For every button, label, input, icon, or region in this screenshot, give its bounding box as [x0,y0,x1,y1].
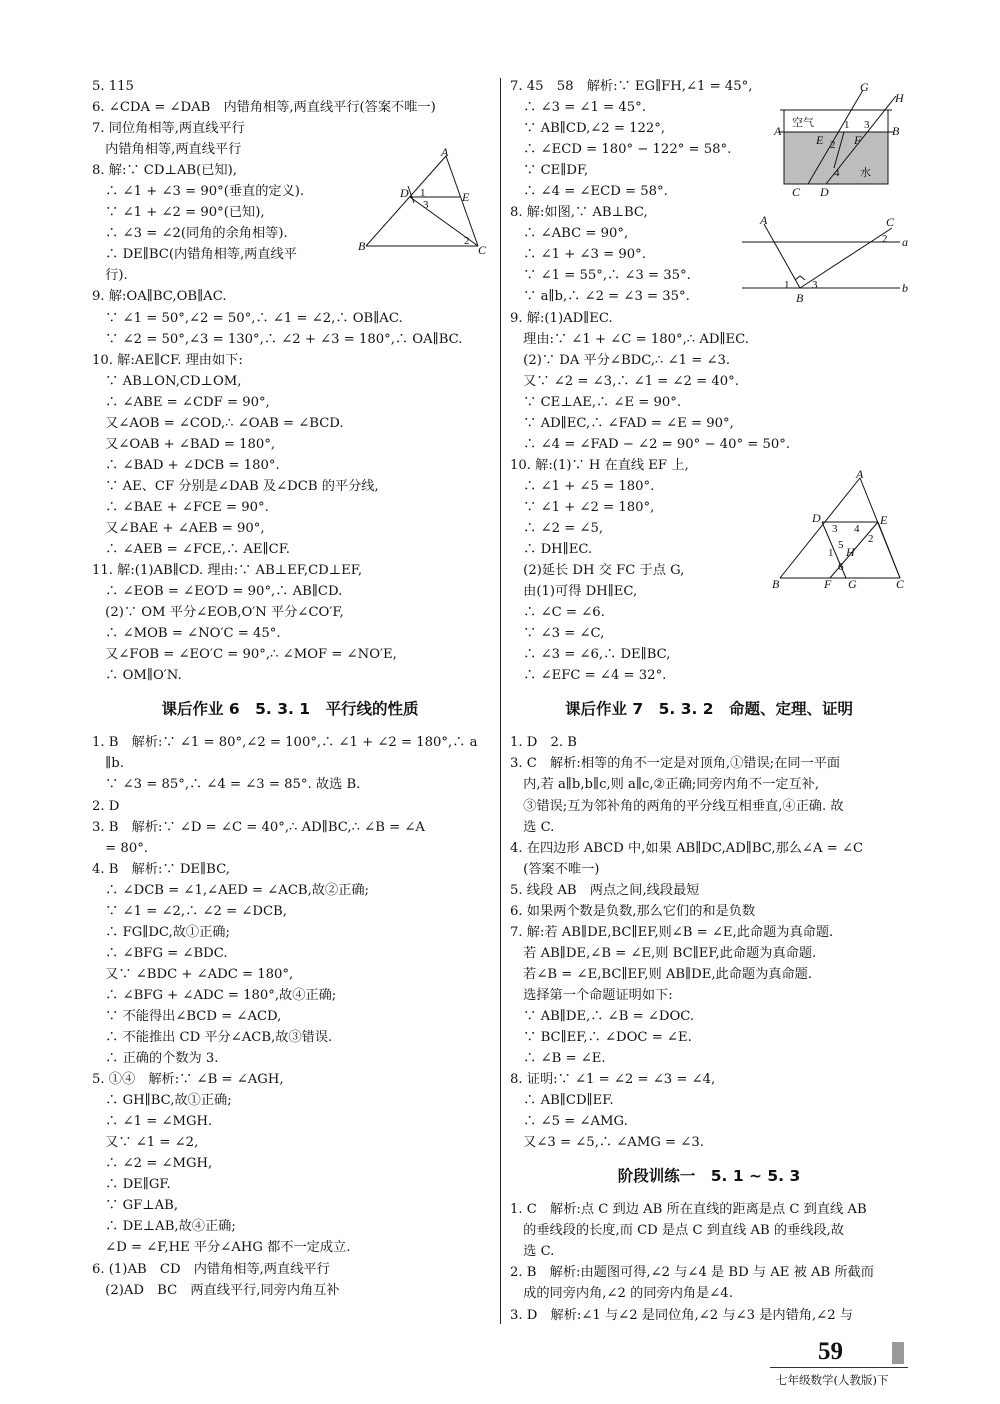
fig-label: 5 [838,539,844,551]
answer-line: ∴ 正确的个数为 3. [92,1051,219,1067]
fig-label: 1 [784,279,790,291]
answer-line: 1. D 2. B [510,735,577,751]
fig-label: D [400,186,409,200]
answer-line: 6. 如果两个数是负数,那么它们的和是负数 [510,903,756,919]
fig-label: 3 [812,279,818,291]
answer-line: 10. 解:(1)∵ H 在直线 EF 上, [510,457,689,473]
answer-line: ∴ GH∥BC,故①正确; [92,1093,232,1109]
fig-label: 2 [868,533,874,545]
answer-line: ∥b. [92,756,124,772]
answer-line: 6. (1)AB CD 内错角相等,两直线平行 [92,1261,330,1277]
answer-line: ∴ DE∥GF. [92,1177,171,1193]
answer-line: ∴ ∠1 + ∠3 = 90°. [510,247,646,263]
answer-line: ∴ ∠MOB = ∠NO′C = 45°. [92,626,281,642]
answer-line: ∵ CE⊥AE,∴ ∠E = 90°. [510,394,682,410]
fig-label: E [462,190,470,204]
answer-line: ∴ ∠EOB = ∠EO′D = 90°,∴ AB∥CD. [92,584,343,600]
figure-light-refraction-q7 [768,82,908,202]
answer-line: ∴ ∠4 = ∠FAD − ∠2 = 90° − 40° = 50°. [510,436,791,452]
answer-line: 5. 115 [92,79,134,94]
answer-line: ∵ a∥b,∴ ∠2 = ∠3 = 35°. [510,289,690,305]
answer-line: 内,若 a∥b,b∥c,则 a∥c,②正确;同旁内角不一定互补, [510,777,820,793]
fig-label: F [854,133,862,147]
figure-triangle-q8 [358,146,488,256]
answer-line: 若∠B = ∠E,BC∥EF,则 AB∥DE,此命题为真命题. [510,966,813,982]
answer-line: ∵ AB∥CD,∠2 = 122°, [510,121,666,137]
answer-line: 3. D 解析:∠1 与∠2 是同位角,∠2 与∠3 是内错角,∠2 与 [510,1307,853,1323]
fig-label: 2 [464,235,470,247]
fig-label: 4 [834,167,840,179]
answer-line: ∴ ∠3 = ∠1 = 45°. [510,100,646,116]
answer-line: 6. ∠CDA = ∠DAB 内错角相等,两直线平行(答案不唯一) [92,100,436,116]
answer-line: ∴ ∠1 + ∠5 = 180°. [510,478,655,494]
fig-label: C [478,243,487,256]
answer-line: ∴ ∠BFG + ∠ADC = 180°,故④正确; [92,987,337,1003]
fig-label: 6 [838,561,844,573]
fig-label: F [824,577,832,591]
fig-label: a [902,235,908,249]
answer-line: 3. B 解析:∵ ∠D = ∠C = 40°,∴ AD∥BC,∴ ∠B = ∠A [92,819,425,835]
fig-label: A [774,124,782,138]
answer-line: (2)∵ DA 平分∠BDC,∴ ∠1 = ∠3. [510,352,731,368]
answer-line: (2)AD BC 两直线平行,同旁内角互补 [92,1282,340,1298]
answer-line: = 80°. [92,840,148,856]
answer-line: (答案不唯一) [510,861,600,877]
answer-line: 11. 解:(1)AB∥CD. 理由:∵ AB⊥EF,CD⊥EF, [92,563,363,579]
fig-label: C [792,185,801,199]
fig-label: 空气 [792,117,814,129]
answer-line: ∵ CE∥DF, [510,163,589,179]
book-label: 七年级数学(人教版)下 [776,1373,889,1387]
fig-label: C [886,215,895,229]
answer-line: ∵ AB⊥ON,CD⊥OM, [92,373,242,389]
fig-label: 3 [864,119,870,131]
fig-label: b [902,281,908,295]
fig-label: B [892,124,900,138]
answer-line: 选 C. [510,819,555,835]
answer-line: ∴ OM∥O′N. [92,668,182,684]
answer-line: 成的同旁内角,∠2 的同旁内角是∠4. [510,1286,733,1302]
answer-line: ③错误;互为邻补角的两角的平分线互相垂直,④正确. 故 [510,798,844,814]
answer-line: 8. 解:如图,∵ AB⊥BC, [510,205,648,221]
answer-line: 选择第一个命题证明如下: [510,987,673,1003]
answer-line: 1. C 解析:点 C 到边 AB 所在直线的距离是点 C 到直线 AB [510,1202,867,1218]
fig-label: B [772,577,780,591]
fig-label: 4 [854,523,860,535]
answer-line: ∴ ∠ABC = 90°, [510,226,629,242]
answer-line: 的垂线段的长度,而 CD 是点 C 到直线 AB 的垂线段,故 [510,1223,845,1239]
fig-label: 1 [828,547,834,559]
answer-line: ∵ 不能得出∠BCD = ∠ACD, [92,1008,282,1024]
answer-line: ∴ DH∥EC. [510,542,593,558]
answer-line: 又∠3 = ∠5,∴ ∠AMG = ∠3. [510,1135,704,1151]
answer-line: ∴ AB∥CD∥EF. [510,1093,614,1109]
answer-line: ∵ ∠1 = 50°,∠2 = 50°,∴ ∠1 = ∠2,∴ OB∥AC. [92,310,403,326]
fig-label: 1 [844,119,850,131]
answer-line: ∵ ∠3 = ∠C, [510,626,605,642]
answer-line: 9. 解:OA∥BC,OB∥AC. [92,289,227,305]
fig-label: 2 [882,233,888,245]
answer-line: 5. 线段 AB 两点之间,线段最短 [510,882,700,898]
answer-line: ∵ ∠1 = 55°,∴ ∠3 = 35°. [510,268,691,284]
answer-line: ∴ ∠BAE + ∠FCE = 90°. [92,499,269,515]
answer-line: ∵ BC∥EF,∴ ∠DOC = ∠E. [510,1030,692,1046]
fig-label: A [760,213,768,227]
answer-line: 7. 45 58 解析:∵ EG∥FH,∠1 = 45°, [510,79,753,94]
fig-label: B [358,239,366,253]
answer-line: 2. D [92,798,120,814]
section-title-homework-7: 课后作业 7 5. 3. 2 命题、定理、证明 [564,700,854,719]
fig-label: A [441,146,449,159]
page-corner-tab [892,1342,904,1364]
figure-parallel-lines-q8 [742,212,912,304]
answer-line: ∴ ∠ECD = 180° − 122° = 58°. [510,142,732,158]
answer-line: ∴ ∠B = ∠E. [510,1051,606,1067]
answer-line: ∠D = ∠F,HE 平分∠AHG 都不一定成立. [92,1240,351,1256]
answer-line: ∴ ∠2 = ∠5, [510,520,604,536]
answer-line: ∴ ∠2 = ∠MGH, [92,1156,213,1172]
answer-line: 内错角相等,两直线平行 [92,142,242,158]
answer-line: 又∵ ∠2 = ∠3,∴ ∠1 = ∠2 = 40°. [510,373,739,389]
fig-label: 3 [832,523,838,535]
answer-line: 7. 同位角相等,两直线平行 [92,121,245,137]
fig-label: G [848,577,857,591]
answer-line: 4. 在四边形 ABCD 中,如果 AB∥DC,AD∥BC,那么∠A = ∠C [510,840,864,856]
answer-line: ∴ ∠DCB = ∠1,∠AED = ∠ACB,故②正确; [92,882,369,898]
answer-line: ∴ ∠ABE = ∠CDF = 90°, [92,394,270,410]
answer-line: ∵ AE、CF 分别是∠DAB 及∠DCB 的平分线, [92,478,379,494]
answer-line: ∴ DE⊥AB,故④正确; [92,1219,236,1235]
answer-line: 4. B 解析:∵ DE∥BC, [92,861,230,877]
answer-line: ∴ ∠C = ∠6. [510,605,605,621]
fig-label: A [856,467,864,481]
fig-label: 2 [830,139,836,151]
answer-line: ∴ ∠1 = ∠MGH. [92,1114,213,1130]
answer-line: ∴ ∠3 = ∠6,∴ DE∥BC, [510,647,671,663]
answer-line: ∴ 不能推出 CD 平分∠ACB,故③错误. [92,1030,333,1046]
answer-line: 8. 解:∵ CD⊥AB(已知), [92,163,237,179]
answer-line: 又∠BAE + ∠AEB = 90°, [92,520,265,536]
fig-label: 水 [860,167,871,179]
fig-label: B [796,291,804,304]
answer-line: 又∠OAB + ∠BAD = 180°, [92,436,276,452]
answer-line: ∵ ∠3 = 85°,∴ ∠4 = ∠3 = 85°. 故选 B. [92,777,361,793]
answer-line: ∵ AB∥DE,∴ ∠B = ∠DOC. [510,1008,695,1024]
fig-label: 1 [420,187,426,199]
answer-line: ∵ ∠1 + ∠2 = 180°, [510,499,655,515]
fig-label: E [816,133,824,147]
answer-line: 3. C 解析:相等的角不一定是对顶角,①错误;在同一平面 [510,756,841,772]
answer-line: 又∠FOB = ∠EO′C = 90°,∴ ∠MOF = ∠NO′E, [92,647,397,663]
fig-label: E [880,513,888,527]
page-number: 59 [818,1338,843,1365]
section-title-stage-training-1: 阶段训练一 5. 1 ~ 5. 3 [617,1167,801,1186]
answer-line: 又∵ ∠1 = ∠2, [92,1135,199,1151]
section-title-homework-6: 课后作业 6 5. 3. 1 平行线的性质 [161,700,419,719]
right-answers-block-3 [510,1199,908,1325]
fig-label: C [896,577,905,591]
answer-line: 5. ①④ 解析:∵ ∠B = ∠AGH, [92,1072,284,1088]
answer-line: 行). [92,268,128,284]
fig-label: H [895,91,904,105]
fig-label: D [812,511,821,525]
answer-line: 选 C. [510,1244,555,1260]
column-divider [500,78,501,1324]
answer-line: ∴ ∠4 = ∠ECD = 58°. [510,184,668,200]
answer-line: 又∵ ∠BDC + ∠ADC = 180°, [92,966,294,982]
right-answers-block-2 [510,732,908,1153]
answer-line: ∵ ∠2 = 50°,∠3 = 130°,∴ ∠2 + ∠3 = 180°,∴ OA∥BC. [92,331,463,347]
figure-triangle-q10 [770,466,910,592]
left-column [92,76,488,1301]
fig-label: G [860,82,869,94]
answer-line: 7. 解:若 AB∥DE,BC∥EF,则∠B = ∠E,此命题为真命题. [510,924,834,940]
answer-line: 2. B 解析:由题图可得,∠2 与∠4 是 BD 与 AE 被 AB 所截而 [510,1265,874,1281]
answer-line: ∴ ∠BAD + ∠DCB = 180°. [92,457,280,473]
answer-line: ∴ ∠1 + ∠3 = 90°(垂直的定义). [92,184,305,200]
answer-line: ∴ DE∥BC(内错角相等,两直线平 [92,247,297,263]
answer-line: ∴ ∠BFG = ∠BDC. [92,945,228,961]
answer-line: ∴ ∠AEB = ∠FCE,∴ AE∥CF. [92,542,290,558]
answer-line: 8. 证明:∵ ∠1 = ∠2 = ∠3 = ∠4, [510,1072,716,1088]
fig-label: 3 [423,199,429,211]
fig-label: H [846,545,855,559]
fig-label: D [820,185,829,199]
answer-line: ∴ ∠3 = ∠2(同角的余角相等). [92,226,288,242]
answer-line: ∴ FG∥DC,故①正确; [92,924,230,940]
answer-line: ∵ ∠1 = ∠2,∴ ∠2 = ∠DCB, [92,903,287,919]
answer-line: 若 AB∥DE,∠B = ∠E,则 BC∥EF,此命题为真命题. [510,945,817,961]
answer-line: ∴ ∠5 = ∠AMG. [510,1114,628,1130]
answer-line: 理由:∵ ∠1 + ∠C = 180°,∴ AD∥EC. [510,331,749,347]
answer-line: ∵ AD∥EC,∴ ∠FAD = ∠E = 90°, [510,415,734,431]
footer-rule [770,1367,908,1368]
answer-line: 由(1)可得 DH∥EC, [510,584,638,600]
left-answers-block-2 [92,732,488,1300]
answer-line: 10. 解:AE∥CF. 理由如下: [92,352,243,368]
answer-line: 9. 解:(1)AD∥EC. [510,310,613,326]
answer-line: 1. B 解析:∵ ∠1 = 80°,∠2 = 100°,∴ ∠1 + ∠2 = 180°,∴ a [92,735,478,751]
answer-line: ∵ ∠1 + ∠2 = 90°(已知), [92,205,265,221]
answer-line: ∴ ∠EFC = ∠4 = 32°. [510,668,667,684]
answer-line: ∵ GF⊥AB, [92,1198,179,1214]
answer-line: (2)∵ OM 平分∠EOB,O′N 平分∠CO′F, [92,605,344,621]
answer-line: 又∠AOB = ∠COD,∴ ∠OAB = ∠BCD. [92,415,344,431]
answer-line: (2)延长 DH 交 FC 于点 G, [510,563,685,579]
